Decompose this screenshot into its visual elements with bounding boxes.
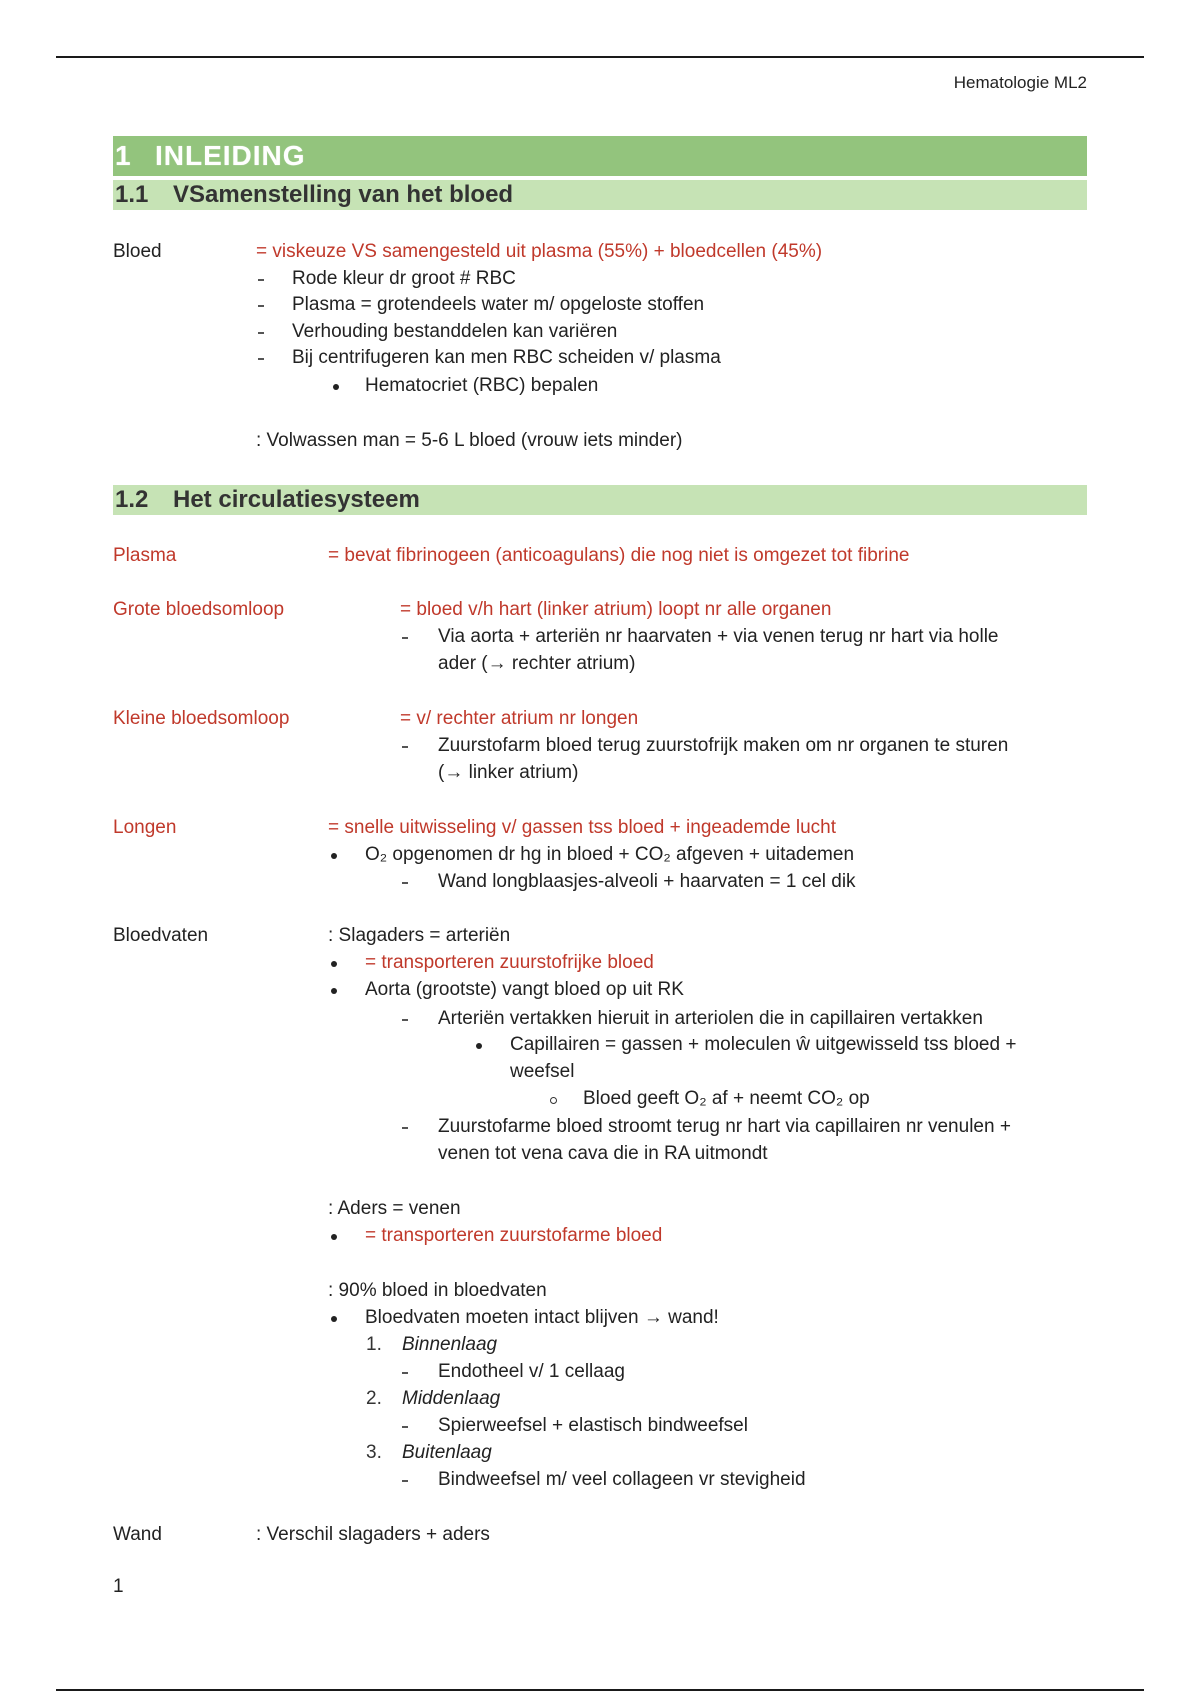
layer-description: Endotheel v/ 1 cellaag	[438, 1361, 625, 1382]
dash-marker	[402, 882, 408, 884]
subheading-aders: : Aders = venen	[328, 1198, 461, 1219]
list-subsubitem-continuation: weefsel	[510, 1061, 575, 1082]
list-item: Rode kleur dr groot # RBC	[292, 268, 516, 289]
dash-marker	[402, 1372, 408, 1374]
layer-name: Middenlaag	[402, 1388, 501, 1409]
subheading-percentage: : 90% bloed in bloedvaten	[328, 1280, 547, 1301]
term-plasma: Plasma	[113, 545, 177, 566]
term-longen: Longen	[113, 817, 177, 838]
list-item: Bij centrifugeren kan men RBC scheiden v/ plasma	[292, 347, 721, 368]
note-volume: : Volwassen man = 5-6 L bloed (vrouw iets minder)	[256, 430, 683, 451]
section-title: Het circulatiesysteem	[173, 486, 420, 513]
bullet-marker	[476, 1043, 482, 1049]
bottom-rule	[56, 1689, 1144, 1691]
dash-marker	[402, 1019, 408, 1021]
list-subitem: Wand longblaasjes-alveoli + haarvaten = 1 cel dik	[438, 871, 856, 892]
list-subitem: Arteriën vertakken hieruit in arteriolen die in capillairen vertakken	[438, 1008, 983, 1029]
list-subitem-continuation: venen tot vena cava die in RA uitmondt	[438, 1143, 768, 1164]
list-item: O₂ opgenomen dr hg in bloed + CO₂ afgeven + uitademen	[365, 844, 855, 865]
term-kleine-bloedsomloop: Kleine bloedsomloop	[113, 708, 290, 729]
term-grote-bloedsomloop: Grote bloedsomloop	[113, 599, 285, 620]
layer-number: 1.	[366, 1334, 382, 1355]
list-item: = transporteren zuurstofarme bloed	[365, 1225, 663, 1246]
definition-bloed: = viskeuze VS samengesteld uit plasma (55%) + bloedcellen (45%)	[256, 241, 823, 262]
subheading-slagaders: : Slagaders = arteriën	[328, 925, 511, 946]
term-wand: Wand	[113, 1524, 162, 1545]
bullet-marker	[331, 1234, 337, 1240]
chapter-number: 1	[115, 140, 132, 171]
layer-name: Binnenlaag	[402, 1334, 498, 1355]
definition-grote-bloedsomloop: = bloed v/h hart (linker atrium) loopt nr alle organen	[400, 599, 832, 620]
dash-marker	[402, 637, 408, 639]
section-heading-1-1	[113, 180, 1087, 210]
layer-number: 3.	[366, 1442, 382, 1463]
layer-number: 2.	[366, 1388, 382, 1409]
list-item: Verhouding bestanddelen kan variëren	[292, 321, 618, 342]
list-item-continuation: ader (→ rechter atrium)	[438, 653, 636, 674]
list-item: = transporteren zuurstofrijke bloed	[365, 952, 654, 973]
section-number: 1.2	[115, 486, 149, 513]
list-item: Plasma = grotendeels water m/ opgeloste stoffen	[292, 294, 705, 315]
bullet-marker	[331, 1316, 337, 1322]
dash-marker	[258, 279, 264, 281]
bullet-marker	[331, 853, 337, 859]
bullet-marker	[331, 961, 337, 967]
chapter-title: INLEIDING	[155, 140, 306, 171]
layer-description: Bindweefsel m/ veel collageen vr stevigheid	[438, 1469, 806, 1490]
layer-description: Spierweefsel + elastisch bindweefsel	[438, 1415, 748, 1436]
running-header: Hematologie ML2	[953, 73, 1087, 92]
bullet-marker	[333, 384, 339, 390]
list-item: Bloedvaten moeten intact blijven → wand!	[365, 1307, 719, 1328]
top-rule	[56, 56, 1144, 58]
chapter-heading	[113, 136, 1087, 176]
definition-longen: = snelle uitwisseling v/ gassen tss bloed + ingeademde lucht	[328, 817, 837, 838]
page-number: 1	[113, 1576, 124, 1597]
definition-kleine-bloedsomloop: = v/ rechter atrium nr longen	[400, 708, 639, 729]
bullet-marker	[331, 988, 337, 994]
dash-marker	[258, 305, 264, 307]
list-subsubitem: Capillairen = gassen + moleculen ŵ uitgewisseld tss bloed +	[510, 1034, 1017, 1055]
section-heading-1-2	[113, 485, 1087, 515]
list-subsubsubitem: Bloed geeft O₂ af + neemt CO₂ op	[583, 1088, 870, 1109]
layer-name: Buitenlaag	[402, 1442, 492, 1463]
definition-wand: : Verschil slagaders + aders	[256, 1524, 490, 1545]
list-item: Aorta (grootste) vangt bloed op uit RK	[365, 979, 684, 1000]
dash-marker	[402, 1426, 408, 1428]
list-item: Zuurstofarm bloed terug zuurstofrijk maken om nr organen te sturen	[438, 735, 1009, 756]
list-subitem: Zuurstofarme bloed stroomt terug nr hart via capillairen nr venulen +	[438, 1116, 1011, 1137]
dash-marker	[402, 1480, 408, 1482]
dash-marker	[402, 1127, 408, 1129]
term-bloed: Bloed	[113, 241, 162, 262]
section-title: VSamenstelling van het bloed	[173, 181, 514, 208]
circle-bullet-marker	[550, 1097, 557, 1104]
section-number: 1.1	[115, 181, 149, 208]
list-item: Via aorta + arteriën nr haarvaten + via venen terug nr hart via holle	[438, 626, 999, 647]
list-subitem: Hematocriet (RBC) bepalen	[365, 375, 599, 396]
dash-marker	[402, 746, 408, 748]
definition-plasma: = bevat fibrinogeen (anticoagulans) die nog niet is omgezet tot fibrine	[328, 545, 910, 566]
list-item-continuation: (→ linker atrium)	[438, 762, 579, 783]
dash-marker	[258, 358, 264, 360]
dash-marker	[258, 332, 264, 334]
term-bloedvaten: Bloedvaten	[113, 925, 209, 946]
